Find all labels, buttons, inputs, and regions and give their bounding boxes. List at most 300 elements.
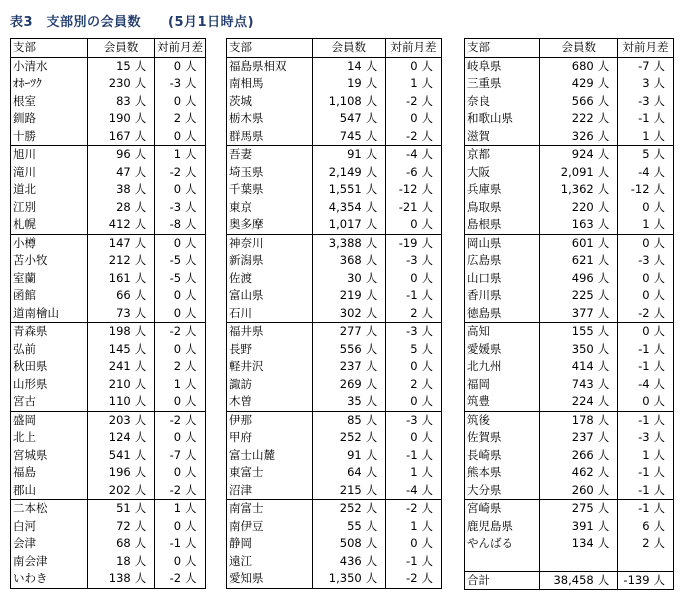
monthly-diff: -2 — [386, 570, 420, 588]
total-label: 合計 — [465, 571, 540, 590]
branch-name: 奈良 — [467, 93, 490, 108]
diff-unit: 人 — [653, 164, 666, 179]
count-unit: 人 — [134, 305, 147, 320]
diff-unit: 人 — [185, 341, 197, 356]
diff-unit: 人 — [653, 58, 666, 73]
diff-unit: 人 — [652, 411, 674, 429]
diff-unit: 人 — [185, 571, 197, 586]
member-count: 508 — [312, 535, 364, 553]
count-unit: 人 — [134, 182, 147, 197]
header-member-count: 会員数 — [87, 39, 154, 58]
table-row — [11, 323, 206, 341]
monthly-diff: 0 — [618, 199, 652, 217]
branch-name: 道北 — [13, 182, 36, 197]
diff-unit: 人 — [421, 111, 434, 126]
count-unit: 人 — [597, 465, 610, 480]
branch-name: 山形県 — [13, 376, 48, 391]
branch-name: 熊本県 — [467, 465, 502, 480]
count-unit: 人 — [365, 447, 378, 462]
table-row — [11, 553, 206, 571]
monthly-diff: 0 — [154, 287, 183, 305]
table-row — [11, 164, 206, 182]
member-count: 198 — [87, 323, 132, 341]
member-count: 28 — [87, 199, 132, 217]
branch-name: 軽井沢 — [229, 359, 264, 374]
table-row — [11, 305, 206, 323]
member-count: 252 — [312, 429, 364, 447]
member-count: 241 — [87, 358, 132, 376]
branch-name: 北上 — [13, 430, 36, 445]
branch-name: 徳島県 — [467, 305, 502, 320]
table-row — [11, 376, 206, 394]
branch-name: 諏訪 — [229, 376, 252, 391]
monthly-diff: -1 — [618, 110, 652, 128]
count-unit: 人 — [134, 341, 147, 356]
count-unit: 人 — [134, 288, 147, 303]
branch-name: やんばる — [467, 536, 513, 551]
diff-unit: 人 — [421, 359, 434, 374]
branch-name: 奥多摩 — [229, 217, 264, 232]
branch-name: 伊那 — [227, 411, 313, 429]
monthly-diff: 0 — [386, 358, 420, 376]
branch-name: 福島県相双 — [229, 58, 287, 73]
monthly-diff: -2 — [386, 128, 420, 146]
diff-unit: 人 — [421, 553, 434, 568]
table-row — [465, 199, 674, 217]
count-unit: 人 — [365, 553, 378, 568]
member-count: 138 — [87, 570, 132, 588]
branch-name: 鳥取県 — [467, 199, 502, 214]
count-unit: 人 — [134, 217, 147, 232]
diff-unit: 人 — [185, 164, 197, 179]
member-count: 196 — [87, 464, 132, 482]
count-unit: 人 — [134, 447, 147, 462]
diff-unit: 人 — [185, 376, 197, 391]
diff-unit: 人 — [185, 58, 197, 73]
diff-unit: 人 — [421, 76, 434, 91]
header-member-count: 会員数 — [312, 39, 386, 58]
monthly-diff: 0 — [386, 429, 420, 447]
count-unit: 人 — [597, 76, 610, 91]
diff-unit: 人 — [185, 270, 197, 285]
branch-name: 郡山 — [13, 482, 36, 497]
diff-unit: 人 — [653, 536, 666, 551]
diff-unit: 人 — [420, 234, 442, 252]
branch-name: 長野 — [229, 341, 252, 356]
monthly-diff: 2 — [386, 376, 420, 394]
member-count: 220 — [540, 199, 596, 217]
count-unit: 人 — [597, 288, 610, 303]
branch-name: 盛岡 — [11, 411, 88, 429]
branch-name: 道南檜山 — [13, 305, 59, 320]
monthly-diff: 1 — [154, 376, 183, 394]
count-unit: 人 — [365, 305, 378, 320]
table-row — [465, 341, 674, 359]
diff-unit: 人 — [421, 305, 434, 320]
diff-unit: 人 — [183, 500, 205, 518]
table-row — [465, 270, 674, 288]
count-unit: 人 — [365, 164, 378, 179]
monthly-diff: 0 — [154, 341, 183, 359]
branch-name: 弘前 — [13, 341, 36, 356]
branch-name: 石川 — [229, 305, 252, 320]
monthly-diff: -3 — [154, 199, 183, 217]
count-unit: 人 — [365, 58, 378, 73]
count-unit: 人 — [365, 253, 378, 268]
branch-table-3 — [464, 38, 674, 590]
diff-unit: 人 — [421, 164, 434, 179]
count-unit: 人 — [134, 359, 147, 374]
member-count: 215 — [312, 482, 364, 500]
table-row — [465, 128, 674, 146]
table-row — [465, 75, 674, 93]
branch-name: 滝川 — [13, 164, 36, 179]
table-row — [227, 234, 442, 252]
branch-name: 群馬県 — [229, 128, 264, 143]
member-count: 202 — [87, 482, 132, 500]
count-unit: 人 — [365, 536, 378, 551]
branch-name: 南伊豆 — [229, 518, 264, 533]
member-count: 566 — [540, 93, 596, 111]
monthly-diff: 2 — [154, 110, 183, 128]
branch-name: 十勝 — [13, 128, 36, 143]
count-unit: 人 — [597, 164, 610, 179]
branch-name: 南富士 — [227, 500, 313, 518]
count-unit: 人 — [365, 394, 378, 409]
table-row — [11, 181, 206, 199]
table-row — [227, 535, 442, 553]
branch-name: 千葉県 — [229, 182, 264, 197]
count-unit: 人 — [133, 323, 155, 341]
table-header-row — [11, 39, 206, 58]
monthly-diff: -1 — [618, 358, 652, 376]
diff-unit: 人 — [185, 128, 197, 143]
diff-unit: 人 — [653, 217, 666, 232]
member-count: 51 — [87, 500, 132, 518]
diff-unit: 人 — [185, 199, 197, 214]
monthly-diff: 1 — [386, 464, 420, 482]
branch-name: 佐賀県 — [467, 430, 502, 445]
member-count: 462 — [540, 464, 596, 482]
monthly-diff: 1 — [386, 518, 420, 536]
member-count: 145 — [87, 341, 132, 359]
count-unit: 人 — [134, 76, 147, 91]
diff-unit: 人 — [421, 465, 434, 480]
table-row — [465, 376, 674, 394]
monthly-diff: 0 — [618, 287, 652, 305]
diff-unit: 人 — [421, 253, 434, 268]
table-row — [227, 199, 442, 217]
monthly-diff: -4 — [386, 482, 420, 500]
diff-unit: 人 — [420, 146, 442, 164]
member-count: 436 — [312, 553, 364, 571]
count-unit: 人 — [365, 341, 378, 356]
table-row — [227, 57, 442, 75]
page-title: 表3 支部別の会員数 (5月1日時点) — [10, 15, 255, 30]
member-count: 924 — [540, 146, 596, 164]
branch-name: 和歌山県 — [467, 111, 513, 126]
count-unit: 人 — [134, 430, 147, 445]
diff-unit: 人 — [652, 323, 674, 341]
monthly-diff: -6 — [386, 164, 420, 182]
monthly-diff: 0 — [386, 216, 420, 234]
table-row — [227, 323, 442, 341]
table-row — [227, 358, 442, 376]
count-unit: 人 — [597, 341, 610, 356]
table-row — [465, 429, 674, 447]
count-unit: 人 — [134, 111, 147, 126]
monthly-diff: -3 — [386, 252, 420, 270]
diff-unit: 人 — [653, 288, 666, 303]
member-count: 147 — [87, 234, 132, 252]
member-count: 210 — [87, 376, 132, 394]
branch-name: いわき — [13, 571, 48, 586]
table-row — [11, 199, 206, 217]
diff-unit: 人 — [421, 482, 434, 497]
count-unit: 人 — [365, 571, 378, 586]
diff-unit: 人 — [183, 411, 205, 429]
table-row — [465, 305, 674, 323]
diff-unit: 人 — [653, 76, 666, 91]
branch-name: 富士山麓 — [229, 447, 275, 462]
diff-unit: 人 — [185, 217, 197, 232]
monthly-diff: 1 — [154, 500, 183, 518]
diff-unit: 人 — [183, 234, 205, 252]
monthly-diff: 1 — [618, 216, 652, 234]
table-row — [11, 464, 206, 482]
monthly-diff: -1 — [386, 553, 420, 571]
table-row — [465, 164, 674, 182]
count-unit: 人 — [365, 482, 378, 497]
count-unit: 人 — [597, 376, 610, 391]
diff-unit: 人 — [421, 93, 434, 108]
branch-name: 二本松 — [11, 500, 88, 518]
count-unit: 人 — [133, 411, 155, 429]
member-count: 47 — [87, 164, 132, 182]
monthly-diff: 2 — [386, 305, 420, 323]
monthly-diff: 2 — [154, 358, 183, 376]
member-count: 124 — [87, 429, 132, 447]
member-count: 163 — [540, 216, 596, 234]
diff-unit: 人 — [653, 482, 666, 497]
monthly-diff: 3 — [618, 75, 652, 93]
member-count: 161 — [87, 270, 132, 288]
diff-unit: 人 — [421, 288, 434, 303]
table-row — [227, 252, 442, 270]
monthly-diff: -12 — [618, 181, 652, 199]
count-unit: 人 — [134, 270, 147, 285]
table-row — [465, 93, 674, 111]
table-row — [227, 216, 442, 234]
monthly-diff: -3 — [618, 252, 652, 270]
count-unit: 人 — [597, 182, 610, 197]
monthly-diff: 0 — [154, 57, 183, 75]
monthly-diff: -1 — [618, 341, 652, 359]
table-row — [465, 358, 674, 376]
table-row — [227, 128, 442, 146]
monthly-diff: 5 — [618, 146, 652, 164]
branch-name: 京都 — [465, 146, 540, 164]
table-row — [227, 287, 442, 305]
member-count: 541 — [87, 447, 132, 465]
table-row — [11, 411, 206, 429]
diff-unit: 人 — [653, 359, 666, 374]
member-count: 212 — [87, 252, 132, 270]
branch-name: 山口県 — [467, 270, 502, 285]
table-row — [227, 500, 442, 518]
count-unit: 人 — [596, 146, 618, 164]
monthly-diff: -4 — [618, 164, 652, 182]
count-unit: 人 — [365, 270, 378, 285]
member-count: 556 — [312, 341, 364, 359]
monthly-diff: -1 — [618, 482, 652, 500]
branch-name: 島根県 — [467, 217, 502, 232]
member-count: 64 — [312, 464, 364, 482]
branch-name: 小清水 — [13, 58, 48, 73]
branch-name: 甲府 — [229, 430, 252, 445]
count-unit: 人 — [365, 128, 378, 143]
count-unit: 人 — [365, 182, 378, 197]
member-count: 391 — [540, 518, 596, 536]
table-row — [227, 518, 442, 536]
table-row — [11, 447, 206, 465]
count-unit: 人 — [597, 536, 610, 551]
diff-unit: 人 — [653, 199, 666, 214]
branch-name: 江別 — [13, 199, 36, 214]
count-unit: 人 — [597, 128, 610, 143]
branch-name: 神奈川 — [227, 234, 313, 252]
table-row — [11, 128, 206, 146]
table-row — [227, 553, 442, 571]
branch-name: 茨城 — [229, 93, 252, 108]
branch-name: 広島県 — [467, 253, 502, 268]
table-row — [11, 393, 206, 411]
table-row — [465, 57, 674, 75]
monthly-diff: 0 — [154, 464, 183, 482]
monthly-diff: -4 — [618, 376, 652, 394]
table-row — [11, 57, 206, 75]
count-unit: 人 — [365, 518, 378, 533]
table-row — [465, 146, 674, 164]
branch-name: 苫小牧 — [13, 253, 48, 268]
count-unit: 人 — [365, 111, 378, 126]
member-count: 1,551 — [312, 181, 364, 199]
member-count: 18 — [87, 553, 132, 571]
member-count: 269 — [312, 376, 364, 394]
count-unit: 人 — [596, 323, 618, 341]
monthly-diff: -1 — [618, 500, 652, 518]
count-unit: 人 — [597, 58, 610, 73]
branch-name: 高知 — [465, 323, 540, 341]
monthly-diff: -2 — [154, 164, 183, 182]
monthly-diff: 0 — [154, 393, 183, 411]
monthly-diff: 6 — [618, 518, 652, 536]
monthly-diff: 1 — [154, 146, 183, 164]
table-row — [227, 110, 442, 128]
monthly-diff: 2 — [618, 535, 652, 553]
member-count: 4,354 — [312, 199, 364, 217]
branch-name: 室蘭 — [13, 270, 36, 285]
table-row — [465, 393, 674, 411]
table-row — [465, 110, 674, 128]
diff-unit: 人 — [421, 270, 434, 285]
count-unit: 人 — [597, 305, 610, 320]
header-branch: 支部 — [227, 39, 313, 58]
monthly-diff: -2 — [154, 482, 183, 500]
diff-unit: 人 — [653, 465, 666, 480]
branch-name: 愛媛県 — [467, 341, 502, 356]
monthly-diff: 0 — [154, 553, 183, 571]
monthly-diff: 0 — [386, 393, 420, 411]
monthly-diff: -12 — [386, 181, 420, 199]
count-unit: 人 — [597, 270, 610, 285]
member-count: 35 — [312, 393, 364, 411]
count-unit: 人 — [134, 199, 147, 214]
table-row — [465, 252, 674, 270]
header-monthly-diff: 対前月差 — [618, 39, 674, 58]
table-row — [465, 500, 674, 518]
monthly-diff: 0 — [618, 270, 652, 288]
diff-unit: 人 — [185, 394, 197, 409]
member-count: 377 — [540, 305, 596, 323]
count-unit: 人 — [134, 536, 147, 551]
member-count: 260 — [540, 482, 596, 500]
member-count: 1,362 — [540, 181, 596, 199]
branch-name: 南相馬 — [229, 76, 264, 91]
monthly-diff: -19 — [386, 234, 420, 252]
count-unit: 人 — [597, 199, 610, 214]
count-unit: 人 — [134, 128, 147, 143]
member-count: 68 — [87, 535, 132, 553]
member-count: 222 — [540, 110, 596, 128]
count-unit: 人 — [597, 482, 610, 497]
monthly-diff: 0 — [154, 234, 183, 252]
table-row — [465, 482, 674, 500]
diff-unit: 人 — [185, 447, 197, 462]
total-diff: -139 — [618, 571, 652, 590]
count-unit: 人 — [597, 111, 610, 126]
branch-name: 鹿児島県 — [467, 518, 513, 533]
count-unit: 人 — [596, 500, 618, 518]
monthly-diff: -3 — [386, 323, 420, 341]
member-count: 350 — [540, 341, 596, 359]
count-unit: 人 — [596, 234, 618, 252]
table-row — [11, 535, 206, 553]
branch-name: 旭川 — [11, 146, 88, 164]
diff-unit: 人 — [420, 411, 442, 429]
count-unit: 人 — [365, 93, 378, 108]
table-row — [465, 447, 674, 465]
diff-unit: 人 — [421, 518, 434, 533]
monthly-diff: 0 — [154, 93, 183, 111]
member-count: 85 — [312, 411, 364, 429]
count-unit: 人 — [364, 411, 386, 429]
header-monthly-diff: 対前月差 — [154, 39, 205, 58]
count-unit: 人 — [597, 253, 610, 268]
table-row — [11, 429, 206, 447]
diff-unit: 人 — [185, 482, 197, 497]
branch-name: 静岡 — [229, 536, 252, 551]
member-count: 743 — [540, 376, 596, 394]
member-count: 110 — [87, 393, 132, 411]
diff-unit: 人 — [185, 305, 197, 320]
diff-unit: 人 — [185, 518, 197, 533]
diff-unit: 人 — [653, 270, 666, 285]
member-count: 2,091 — [540, 164, 596, 182]
branch-name: 会津 — [13, 536, 36, 551]
table-row — [11, 341, 206, 359]
branch-name: 宮古 — [13, 394, 36, 409]
